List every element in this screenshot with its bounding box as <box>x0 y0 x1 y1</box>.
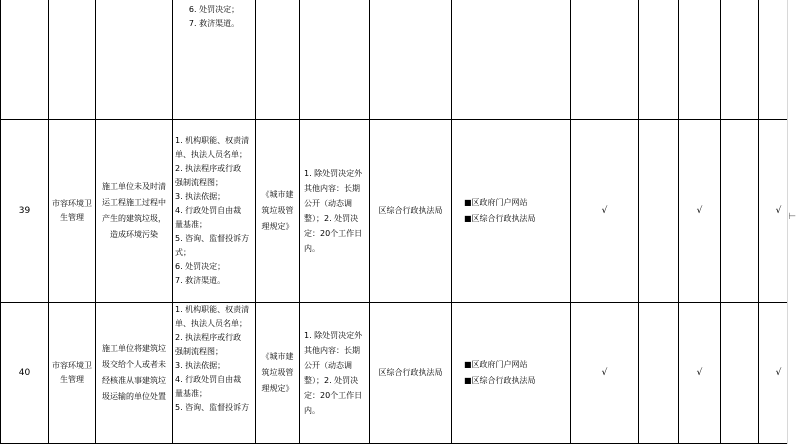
subject-cell: 区综合行政执法局 <box>370 303 452 444</box>
check-cell <box>571 0 639 120</box>
channel-cell <box>452 120 571 303</box>
content-line: 7. 救济渠道。 <box>175 276 226 285</box>
content-line: 强制流程图； <box>175 178 223 187</box>
check-cell <box>721 303 759 444</box>
check-cell: √ <box>679 303 721 444</box>
channel-cell <box>452 0 571 120</box>
row-number: 40 <box>1 303 49 444</box>
content-line: 6. 处罚决定； <box>175 262 226 271</box>
check-cell: √ <box>759 303 798 444</box>
channel-item: ■区综合行政执法局 <box>464 376 536 385</box>
content-line: 强制流程图； <box>175 347 223 356</box>
content-cell <box>173 120 256 303</box>
table-row <box>1 303 798 444</box>
channel-cell <box>452 303 571 444</box>
check-cell <box>679 0 721 120</box>
row-number <box>1 0 49 120</box>
content-line: 量基准； <box>175 389 207 398</box>
check-cell <box>639 303 679 444</box>
content-line: 式； <box>175 248 191 257</box>
dept-cell: 市容环境卫生管理 <box>49 303 96 444</box>
check-cell <box>639 120 679 303</box>
item-cell: 施工单位将建筑垃圾交给个人或者未经核准从事建筑垃圾运输的单位处置 <box>96 303 173 444</box>
check-cell: √ <box>759 120 798 303</box>
table-row <box>1 120 798 303</box>
content-line: 2. 执法程序或行政 <box>175 333 242 342</box>
table-row <box>1 0 798 120</box>
check-cell: √ <box>571 303 639 444</box>
content-cell <box>173 303 256 444</box>
channel-item: ■区政府门户网站 <box>464 198 528 207</box>
basis-cell: 《城市建筑垃圾管理规定》 <box>256 303 300 444</box>
subject-cell <box>370 0 452 120</box>
check-cell: √ <box>571 120 639 303</box>
content-line: 1. 机构职能、权责清 <box>175 136 250 145</box>
content-line: 1. 机构职能、权责清 <box>175 305 250 314</box>
subject-cell: 区综合行政执法局 <box>370 120 452 303</box>
check-cell: √ <box>679 120 721 303</box>
row-number: 39 <box>1 120 49 303</box>
check-cell <box>721 120 759 303</box>
content-line: 3. 执法依据； <box>175 361 226 370</box>
basis-cell <box>256 0 300 120</box>
content-line: 单、执法人员名单； <box>175 150 247 159</box>
content-line: 量基准； <box>175 220 207 229</box>
expand-handle-icon[interactable]: ⊢ <box>788 212 796 222</box>
content-cell <box>173 0 256 120</box>
content-line: 2. 执法程序或行政 <box>175 164 242 173</box>
item-cell <box>96 0 173 120</box>
content-line: 单、执法人员名单； <box>175 319 247 328</box>
scope-cell: 1. 除处罚决定外其他内容：长期公开（动态调整）；2. 处罚决定：20个工作日内。 <box>300 303 370 444</box>
content-line: 6. 处罚决定； <box>188 5 240 14</box>
check-cell <box>721 0 759 120</box>
content-line: 4. 行政处罚自由裁 <box>175 375 242 384</box>
basis-cell: 《城市建筑垃圾管理规定》 <box>256 120 300 303</box>
content-line: 3. 执法依据； <box>175 192 226 201</box>
channel-item: ■区综合行政执法局 <box>464 214 536 223</box>
channel-item: ■区政府门户网站 <box>464 360 528 369</box>
dept-cell: 市容环境卫生管理 <box>49 120 96 303</box>
check-cell <box>639 0 679 120</box>
dept-cell <box>49 0 96 120</box>
item-cell: 施工单位未及时清运工程施工过程中产生的建筑垃圾，造成环境污染 <box>96 120 173 303</box>
content-line: 7. 救济渠道。 <box>188 19 240 28</box>
scope-cell <box>300 0 370 120</box>
content-line: 4. 行政处罚自由裁 <box>175 206 242 215</box>
content-line: 5. 咨询、监督投诉方 <box>175 403 250 412</box>
scope-cell: 1. 除处罚决定外其他内容：长期公开（动态调整）；2. 处罚决定：20个工作日内。 <box>300 120 370 303</box>
scrollbar[interactable] <box>787 0 798 444</box>
content-line: 5. 咨询、监督投诉方 <box>175 234 250 243</box>
